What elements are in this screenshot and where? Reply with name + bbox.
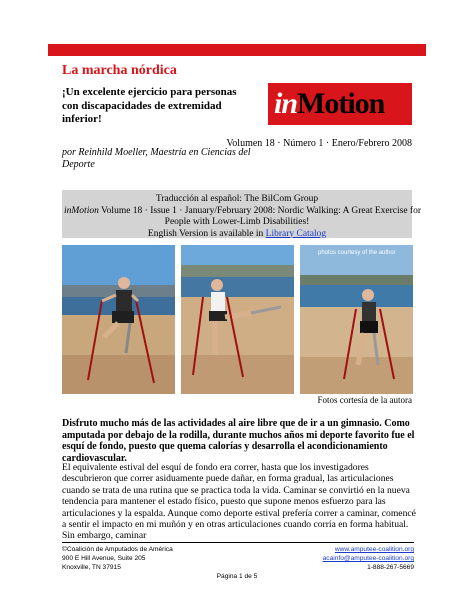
phone-number: 1-888-267-5669 <box>367 564 414 571</box>
photo-nordic-walking-1 <box>62 245 175 394</box>
original-citation <box>62 205 422 218</box>
email-link[interactable]: acainfo@amputee-coalition.org <box>322 555 414 562</box>
page-number: Página 1 de 5 <box>216 573 258 580</box>
translation-box <box>62 190 422 239</box>
citation-continuation: People with Lower-Limb Disabilities! <box>164 217 310 227</box>
footer-city: Knoxville, TN 37915 <box>62 564 121 571</box>
footer-org: ©Coalición de Amputados de América <box>62 546 173 553</box>
citation-magazine: inMotion <box>64 205 99 216</box>
issue-info: Volumen 18 · Número 1 · Enero/Febrero 2008 <box>226 138 412 149</box>
inmotion-logo <box>268 83 412 125</box>
body-paragraph: El equivalente estival del esquí de fondo era correr, hasta que los investigadores descubrieron que correr asiduamente puede dañar, en forma gradual, las articulaciones cuando se trata de una rutina que se practica toda la vida. Caminar se convirtió en la nueva tendencia para mantener el estado físico, puesto que supone menos esfuerzo para las articulaciones y la espalda. Aunque como deporte estival prefería correr a caminar, comencé a sentir el impacto en mi muñón y en otras articulaciones cuando corría en forma habitual. Sin embargo, caminar <box>62 462 416 542</box>
intro-bold-paragraph: Disfruto mucho más de las actividades al aire libre que de ir a un gimnasio. Como amputada por debajo de la rodilla, durante muchos años mi deporte favorito fue el esquí de fondo, puesto que quema calorías y desarrolla el acondicionamiento cardiovascular. <box>62 418 415 464</box>
article-subtitle: ¡Un excelente ejercicio para personas con discapacidades de extremidad inferior! <box>62 86 237 125</box>
footer-contact <box>323 545 414 572</box>
website-link[interactable]: www.amputee-coalition.org <box>334 546 414 553</box>
article-title: La marcha nórdica <box>62 63 177 78</box>
english-version-line <box>62 229 412 241</box>
photo-overlay-caption: photos courtesy of the author <box>318 250 396 256</box>
author-byline: por Reinhild Moeller, Maestría en Ciencias del Deporte <box>62 147 251 170</box>
footer-street: 900 E Hill Avenue, Suite 205 <box>62 555 146 562</box>
logo-in-text: in <box>274 87 298 120</box>
english-version-prefix: English Version is available in <box>147 228 266 239</box>
library-catalog-link[interactable]: Library Catalog <box>265 228 327 239</box>
photo-nordic-walking-2 <box>181 245 294 394</box>
citation-rest: Volume 18 · Issue 1 · January/February 2008: Nordic Walking: A Great Exercise for <box>98 205 422 216</box>
footer-divider <box>62 542 414 543</box>
photo-nordic-walking-3 <box>300 245 413 394</box>
photo-credit: Fotos cortesía de la autora <box>317 395 412 405</box>
header-red-bar <box>48 44 426 56</box>
logo-motion-text: Motion <box>297 87 385 120</box>
footer-address <box>62 545 173 572</box>
translation-credit: Traducción al español: The BilCom Group <box>155 194 319 204</box>
